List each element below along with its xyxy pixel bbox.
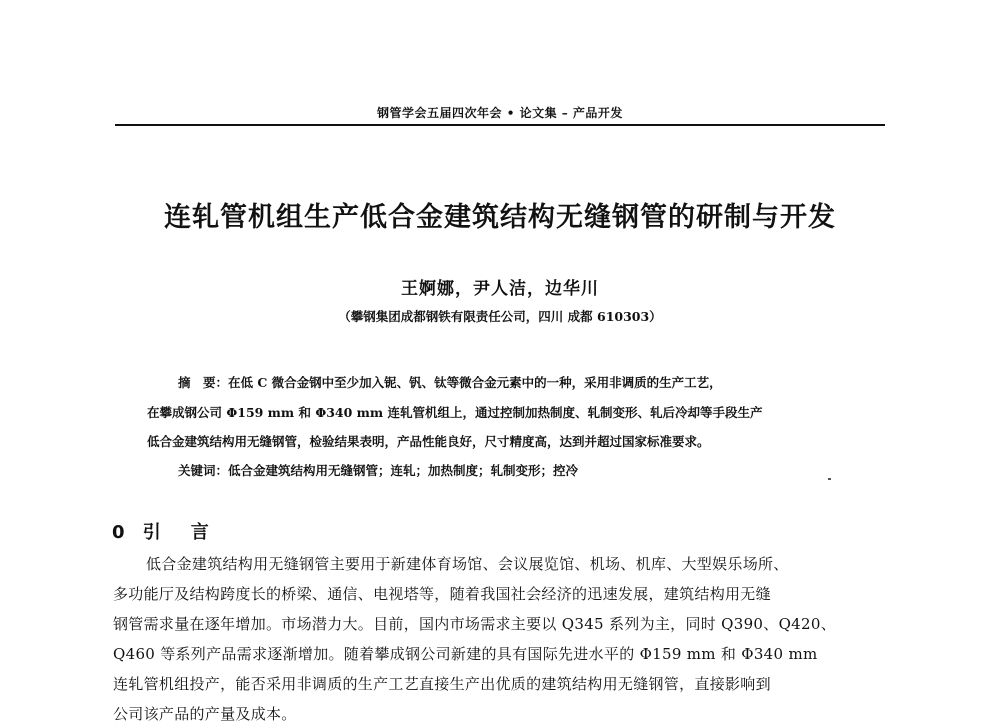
running-header: 钢管学会五届四次年会 • 论文集 – 产品开发 bbox=[377, 106, 623, 120]
paragraph-line-2: 多功能厅及结构跨度长的桥梁、通信、电视塔等，随着我国社会经济的迅速发展，建筑结构用无缝 bbox=[113, 585, 771, 603]
paragraph-line-3: 钢管需求量在逐年增加。市场潜力大。目前，国内市场需求主要以 Q345 系列为主，同时 Q390、Q420、 bbox=[113, 615, 836, 633]
paragraph-line-6: 公司该产品的产量及成本。 bbox=[113, 705, 297, 723]
header-rule bbox=[115, 124, 885, 126]
abstract-label: 摘 要： bbox=[178, 375, 229, 390]
authors: 王婀娜，尹人洁，边华川 bbox=[401, 279, 599, 299]
paragraph-line-1: 低合金建筑结构用无缝钢管主要用于新建体育场馆、会议展览馆、机场、机库、大型娱乐场所、 bbox=[146, 555, 789, 573]
section-heading: 0 引 言 bbox=[112, 522, 215, 543]
affiliation: （攀钢集团成都钢铁有限责任公司，四川 成都 610303） bbox=[338, 309, 662, 324]
paper-title: 连轧管机组生产低合金建筑结构无缝钢管的研制与开发 bbox=[164, 202, 836, 233]
scan-speck bbox=[828, 478, 831, 480]
abstract-line-3: 低合金建筑结构用无缝钢管，检验结果表明，产品性能良好，尺寸精度高，达到并超过国家标准要求。 bbox=[147, 434, 710, 449]
abstract-line-2: 在攀成钢公司 Φ159 mm 和 Φ340 mm 连轧管机组上，通过控制加热制度、轧制变形、轧后冷却等手段生产 bbox=[147, 405, 763, 420]
abstract-line-1 bbox=[178, 373, 722, 391]
keywords-label: 关键词： bbox=[178, 463, 229, 478]
keywords-text: 低合金建筑结构用无缝钢管；连轧；加热制度；轧制变形；控冷 bbox=[228, 463, 579, 478]
abstract-text-1: 在低 C 微合金钢中至少加入铌、钒、钛等微合金元素中的一种，采用非调质的生产工艺， bbox=[228, 375, 722, 390]
paragraph-line-5: 连轧管机组投产，能否采用非调质的生产工艺直接生产出优质的建筑结构用无缝钢管，直接影响到 bbox=[113, 675, 771, 693]
keywords-line bbox=[178, 461, 578, 479]
paragraph-line-4: Q460 等系列产品需求逐渐增加。随着攀成钢公司新建的具有国际先进水平的 Φ159 mm 和 Φ340 mm bbox=[113, 645, 818, 663]
